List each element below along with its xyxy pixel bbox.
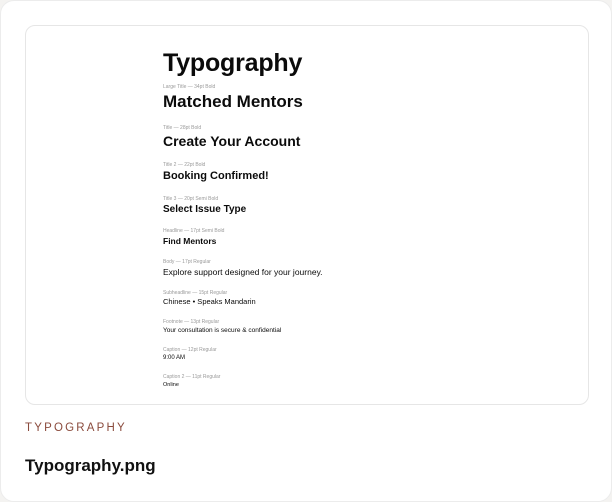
style-title-2 [163, 162, 563, 184]
asset-filename[interactable]: Typography.png [25, 456, 156, 475]
style-spec: Body — 17pt Regular [163, 259, 211, 265]
style-sample: 9:00 AM [163, 355, 186, 361]
typography-sheet [163, 48, 563, 389]
style-spec: Title — 28pt Bold [163, 125, 202, 131]
style-sample: Your consultation is secure & confidential [163, 327, 282, 334]
style-spec: Caption — 12pt Regular [163, 347, 217, 353]
style-sample: Chinese • Speaks Mandarin [163, 297, 256, 306]
style-spec: Title 3 — 20pt Semi Bold [163, 196, 219, 202]
style-spec: Caption 2 — 11pt Regular [163, 374, 221, 380]
style-spec: Subheadline — 15pt Regular [163, 290, 228, 296]
style-title-3 [163, 196, 563, 216]
style-large-title [163, 84, 563, 113]
style-spec: Headline — 17pt Semi Bold [163, 228, 225, 234]
style-sample: Select Issue Type [163, 204, 247, 215]
style-sample: Create Your Account [163, 133, 301, 149]
style-subheadline [163, 290, 563, 307]
style-sample: Booking Confirmed! [163, 170, 269, 182]
style-title [163, 125, 563, 150]
style-spec: Large Title — 34pt Bold [163, 84, 216, 90]
image-preview[interactable] [25, 25, 589, 405]
style-caption [163, 347, 563, 362]
style-caption-2 [163, 374, 563, 389]
style-sample: Online [163, 382, 179, 388]
style-spec: Footnote — 13pt Regular [163, 319, 220, 325]
asset-category: TYPOGRAPHY [25, 422, 127, 434]
style-body [163, 259, 563, 278]
style-spec: Title 2 — 22pt Bold [163, 162, 206, 168]
sheet-title: Typography [163, 49, 303, 77]
style-sample: Explore support designed for your journey. [163, 267, 323, 277]
style-sample: Matched Mentors [163, 92, 303, 111]
style-sample: Find Mentors [163, 236, 217, 246]
style-headline [163, 228, 563, 247]
style-footnote [163, 319, 563, 335]
